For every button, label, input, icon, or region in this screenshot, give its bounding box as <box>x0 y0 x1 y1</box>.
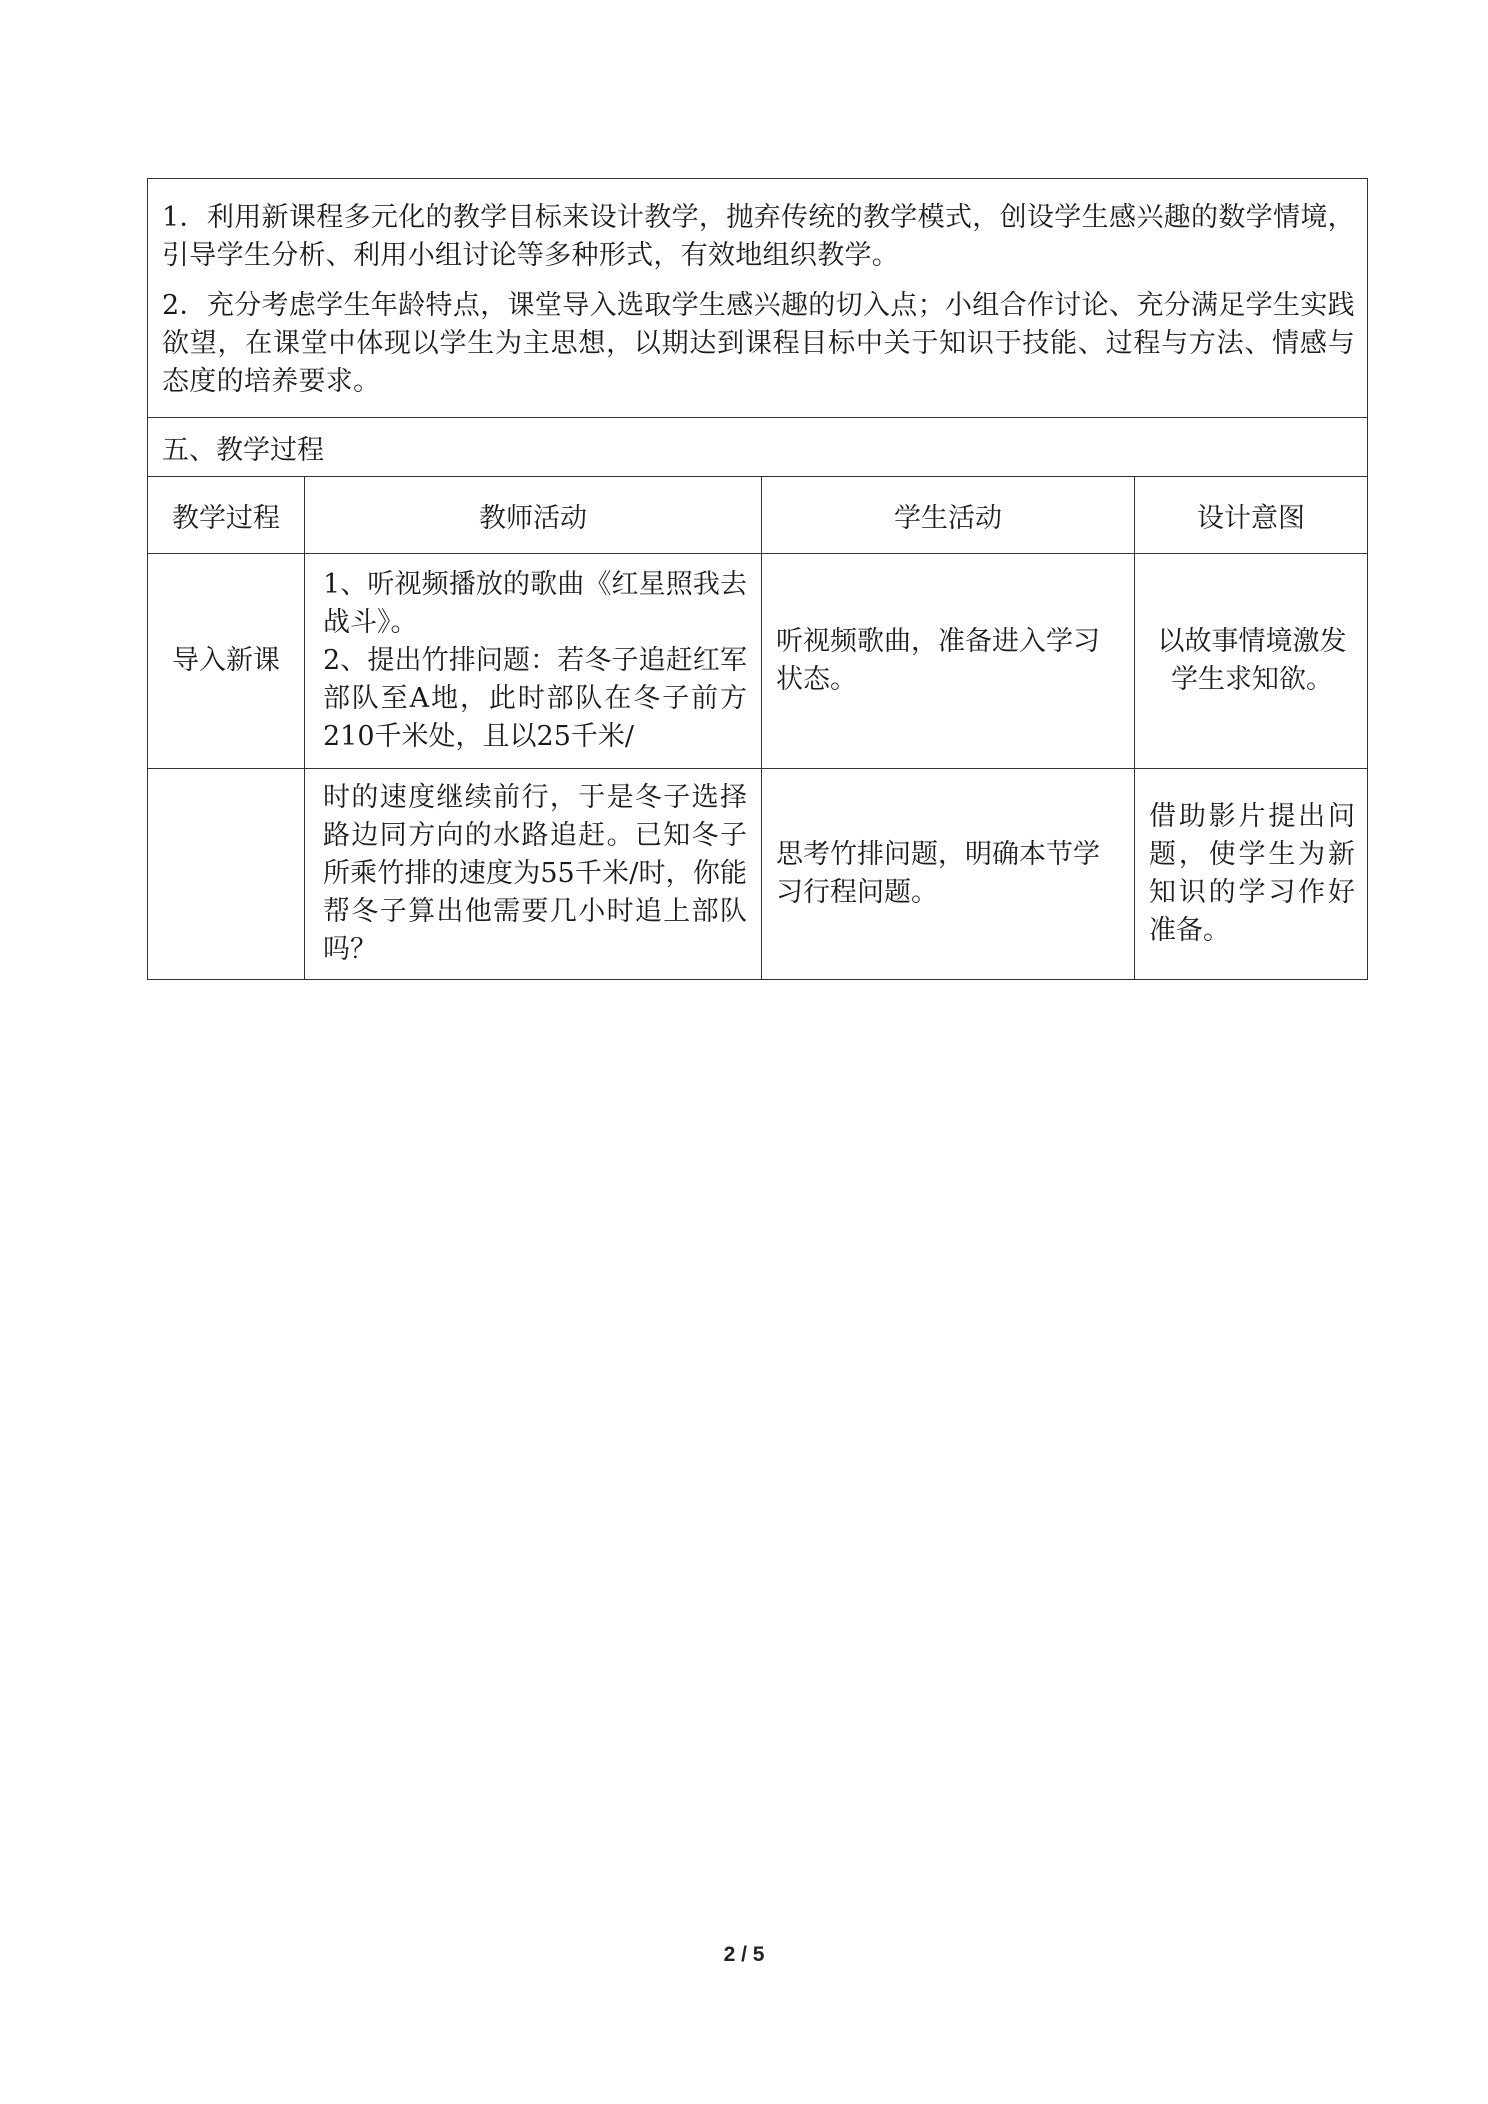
header-teacher-activity: 教师活动 <box>305 477 762 554</box>
lesson-plan-table <box>147 178 1368 980</box>
header-design-intent: 设计意图 <box>1135 477 1368 554</box>
teacher-activity-cell <box>305 554 762 769</box>
intro-row <box>148 179 1368 418</box>
design-intent-cell: 以故事情境激发学生求知欲。 <box>1135 554 1368 769</box>
section-title: 五、教学过程 <box>148 418 1368 477</box>
header-student-activity: 学生活动 <box>762 477 1135 554</box>
intro-paragraph-2: 2．充分考虑学生年龄特点，课堂导入选取学生感兴趣的切入点；小组合作讨论、充分满足学生实践欲望，在课堂中体现以学生为主思想，以期达到课程目标中关于知识于技能、过程与方法、情感与态度的培养要求。 <box>162 290 1355 397</box>
table-header-row <box>148 477 1368 554</box>
table-row <box>148 554 1368 769</box>
stage-cell <box>148 769 305 980</box>
header-stage: 教学过程 <box>148 477 305 554</box>
teacher-activity-cell: 时的速度继续前行，于是冬子选择路边同方向的水路追赶。已知冬子所乘竹排的速度为55千米/时，你能帮冬子算出他需要几小时追上部队吗？ <box>305 769 762 980</box>
table-row <box>148 769 1368 980</box>
student-activity-cell: 听视频歌曲，准备进入学习状态。 <box>762 554 1135 769</box>
teacher-activity-line-1: 1、听视频播放的歌曲《红星照我去战斗》。 <box>323 569 747 638</box>
intro-paragraph-1: 1．利用新课程多元化的教学目标来设计教学，抛弃传统的教学模式，创设学生感兴趣的数学情境，引导学生分析、利用小组讨论等多种形式，有效地组织教学。 <box>162 202 1355 271</box>
section-title-row <box>148 418 1368 477</box>
page-number: 2 / 5 <box>723 1943 765 1966</box>
design-intent-cell: 借助影片提出问题，使学生为新知识的学习作好准备。 <box>1135 769 1368 980</box>
stage-cell: 导入新课 <box>148 554 305 769</box>
student-activity-cell: 思考竹排问题，明确本节学习行程问题。 <box>762 769 1135 980</box>
intro-cell <box>148 179 1368 418</box>
teacher-activity-line-2: 2、提出竹排问题：若冬子追赶红军部队至A地，此时部队在冬子前方210千米处，且以25千米/ <box>323 645 747 752</box>
